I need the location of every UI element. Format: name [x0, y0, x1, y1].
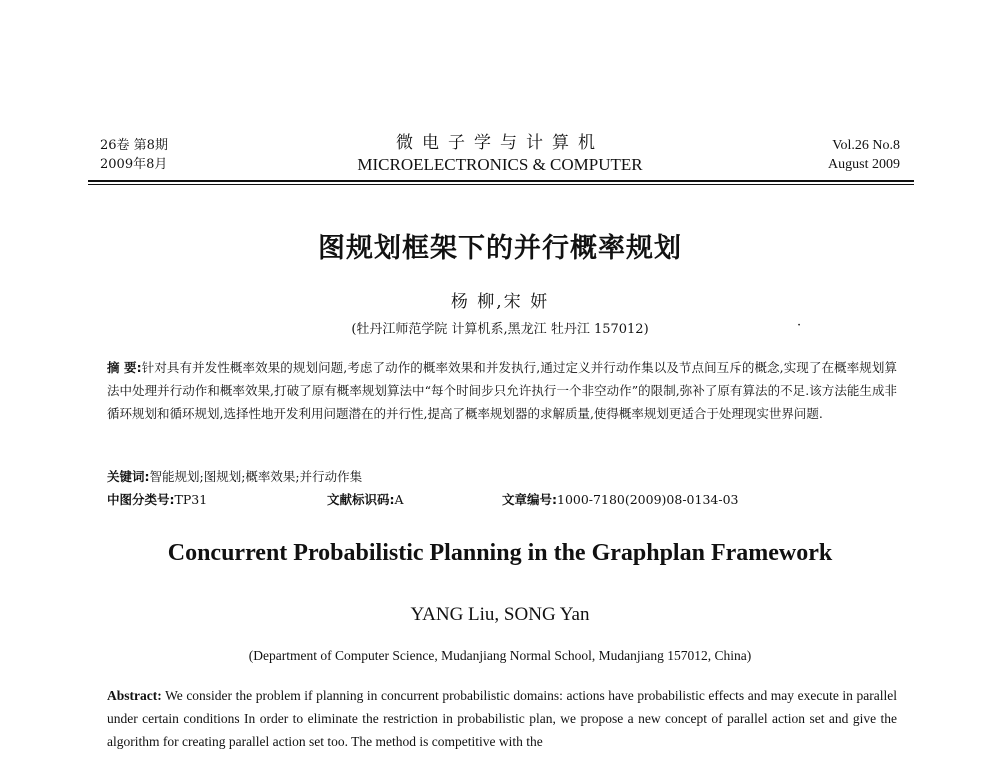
issue-info: [100, 136, 168, 174]
publish-date-en: August 2009: [828, 157, 900, 172]
journal-name: [340, 132, 660, 176]
article-number: [502, 490, 738, 508]
keywords-cn-text: 智能规划;图规划;概率效果;并行动作集: [149, 469, 363, 484]
clc-number: [107, 490, 207, 508]
abstract-en-label: Abstract:: [107, 688, 162, 703]
abstract-en-text: We consider the problem if planning in concurrent probabilistic domains: actions have probabilistic effects and may execute in parallel under certain conditions In order to eliminate the restriction in probabilistic plan, we propose a new concept of parallel action set and give the algorithm for creating parallel action set too. The method is competitive with the: [107, 688, 897, 749]
affiliation-cn: (牡丹江师范学院 计算机系,黑龙江 牡丹江 157012): [351, 322, 649, 337]
paper-title-cn: 图规划框架下的并行概率规划: [318, 233, 682, 264]
doc-code-label: 文献标识码:: [327, 492, 395, 507]
stray-mark: ·: [797, 318, 802, 333]
abstract-cn-text: 针对具有并发性概率效果的规划问题,考虑了动作的概率效果和并发执行,通过定义并行动作集以及节点间互斥的概念,实现了在概率规划算法中处理并行动作和概率效果,打破了原有概率规划算法中“每个时间步只允许执行一个非空动作”的限制,弥补了原有算法的不足.该方法能生成非循环规划和循环规划,选择性地开发利用问题潜在的并行性,提高了概率规划器的求解质量,使得概率规划更适合于处理现实世界问题.: [107, 360, 897, 421]
doc-code-value: A: [394, 492, 404, 507]
authors-en: YANG Liu, SONG Yan: [410, 604, 590, 625]
affiliation-en: (Department of Computer Science, Mudanjiang Normal School, Mudanjiang 157012, China): [248, 648, 752, 663]
volume-issue: 26卷 第8期: [100, 138, 168, 153]
clc-value: TP31: [174, 492, 208, 507]
paper-title-en: Concurrent Probabilistic Planning in the Graphplan Framework: [167, 540, 833, 566]
header-rule-thin: [88, 184, 914, 185]
authors-cn: 杨 柳,宋 妍: [450, 292, 550, 312]
header-rule-thick: [88, 180, 914, 182]
abstract-cn-label: 摘 要:: [107, 360, 142, 375]
publish-date-cn: 2009年8月: [100, 157, 168, 172]
journal-name-en: MICROELECTRONICS & COMPUTER: [357, 155, 643, 174]
abstract-cn: [107, 356, 897, 425]
clc-label: 中图分类号:: [107, 492, 175, 507]
volume-number-en: Vol.26 No.8: [832, 138, 900, 153]
document-code: [327, 490, 404, 508]
keywords-cn-label: 关键词:: [107, 469, 150, 484]
keywords-cn: [107, 467, 362, 485]
volume-info-en: [828, 136, 900, 174]
article-number-label: 文章编号:: [502, 492, 557, 507]
article-number-value: 1000-7180(2009)08-0134-03: [557, 492, 739, 507]
journal-name-cn: 微电子学与计算机: [396, 133, 604, 153]
abstract-en: [107, 684, 897, 753]
